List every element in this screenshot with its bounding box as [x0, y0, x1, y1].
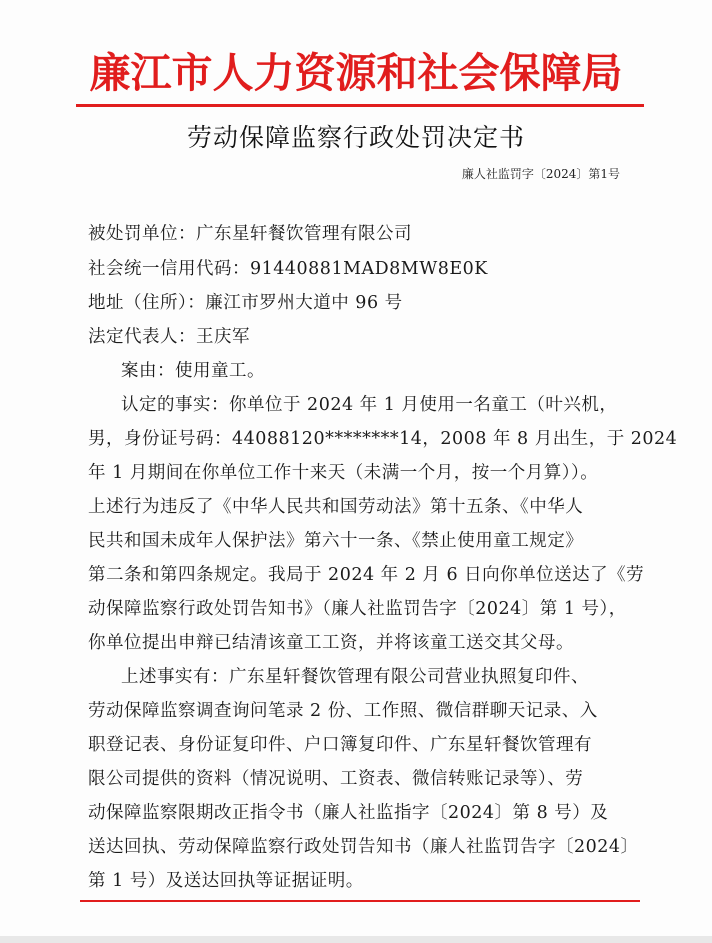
- red-divider-bottom: [80, 900, 640, 902]
- red-divider-top: [76, 104, 644, 107]
- body-line: 职登记表、身份证复印件、户口簿复印件、广东星轩餐饮管理有: [88, 735, 592, 755]
- body-line: 民共和国未成年人保护法》第六十一条、《禁止使用童工规定》: [88, 531, 584, 551]
- body-line: 认定的事实：你单位于 2024 年 1 月使用一名童工（叶兴机，: [121, 395, 618, 415]
- page-bottom-edge: [0, 936, 712, 943]
- body-line: 你单位提出申辩已结清该童工工资，并将该童工送交其父母。: [88, 633, 574, 653]
- body-line: 送达回执、劳动保障监察行政处罚告知书（廉人社监罚告字〔2024〕: [88, 837, 639, 857]
- body-line: 男，身份证号码：44088120********14，2008 年 8 月出生，于 2024: [88, 429, 678, 449]
- document-number: 廉人社监罚字〔2024〕第1号: [461, 167, 620, 181]
- body-line: 劳动保障监察调查询问笔录 2 份、工作照、微信群聊天记录、入: [88, 701, 598, 721]
- body-line: 上述事实有：广东星轩餐饮管理有限公司营业执照复印件、: [121, 667, 589, 687]
- body-line: 动保障监察行政处罚告知书》（廉人社监罚告字〔2024〕第 1 号），: [88, 599, 627, 619]
- case-cause: 案由：使用童工。: [121, 361, 265, 381]
- address: 地址（住所）：廉江市罗州大道中 96 号: [88, 293, 403, 313]
- body-line: 第二条和第四条规定。我局于 2024 年 2 月 6 日向你单位送达了《劳: [88, 565, 645, 585]
- body-line: 限公司提供的资料（情况说明、工资表、微信转账记录等）、劳: [88, 769, 584, 789]
- credit-code: 社会统一信用代码：91440881MAD8MW8E0K: [88, 259, 488, 279]
- body-line: 第 1 号）及送达回执等证据证明。: [88, 871, 364, 891]
- body-line: 动保障监察限期改正指令书（廉人社监指字〔2024〕第 8 号）及: [88, 803, 609, 823]
- penalized-unit: 被处罚单位：广东星轩餐饮管理有限公司: [88, 224, 412, 244]
- document-title: 劳动保障监察行政处罚决定书: [186, 123, 525, 152]
- legal-representative: 法定代表人：王庆军: [88, 327, 250, 347]
- agency-header: 廉江市人力资源和社会保障局: [89, 49, 623, 97]
- body-line: 年 1 月期间在你单位工作十来天（未满一个月，按一个月算））。: [88, 463, 599, 483]
- body-line: 上述行为违反了《中华人民共和国劳动法》第十五条、《中华人: [88, 497, 584, 517]
